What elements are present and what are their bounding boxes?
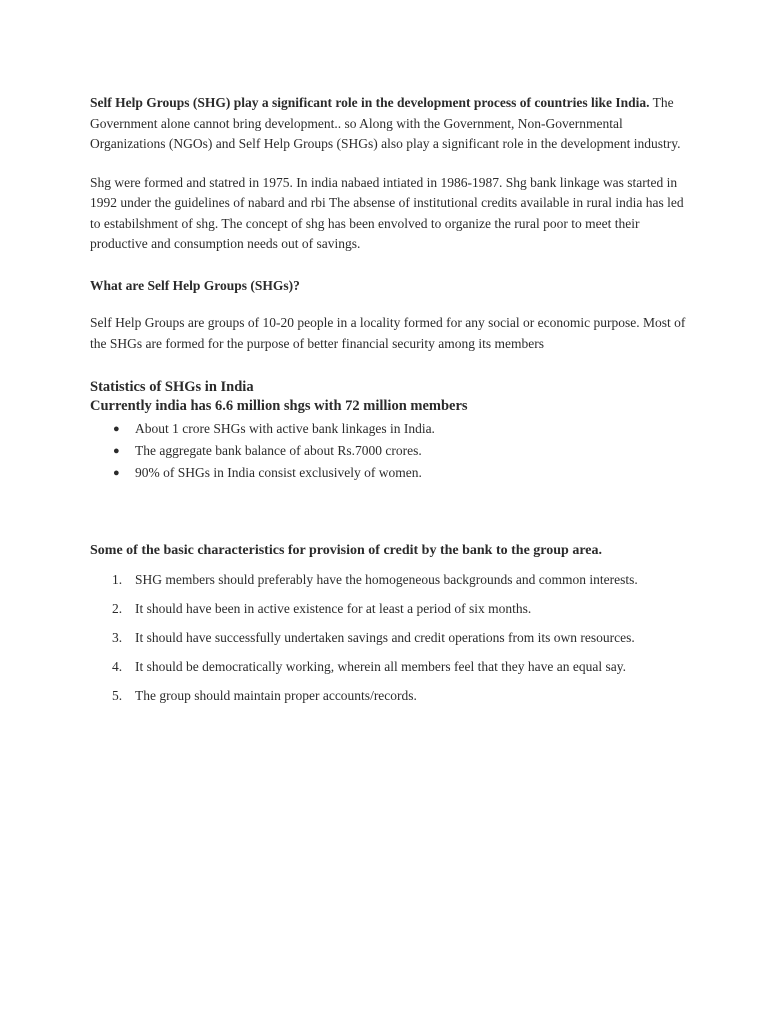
list-item-text: The group should maintain proper accounts/records. [135, 688, 417, 703]
list-item [90, 565, 690, 594]
list-number: 2. [112, 601, 123, 616]
bullet-icon: ● [113, 445, 120, 457]
list-number: 3. [112, 630, 123, 645]
list-item-text: It should have successfully undertaken savings and credit operations from its own resources. [135, 630, 635, 645]
intro-text: The Government alone cannot bring development.. so Along with the Government, Non-Governmental Organizations (NGOs) and Self Help Groups (SHGs) also play a significant role in the development industry. [90, 95, 681, 151]
what-paragraph: Self Help Groups are groups of 10-20 people in a locality formed for any social or economic purpose. Most of the SHGs are formed for the purpose of better financial security among its members [90, 315, 686, 351]
list-item [90, 652, 690, 681]
list-item-text: 90% of SHGs in India consist exclusively of women. [135, 465, 422, 480]
bullet-icon: ● [113, 467, 120, 479]
intro-bold-text: Self Help Groups (SHG) play a significant role in the development process of countries like India. [90, 95, 650, 110]
document-page [90, 93, 690, 710]
list-item [90, 594, 690, 623]
list-item-text: SHG members should preferably have the homogeneous backgrounds and common interests. [135, 572, 638, 587]
characteristics-heading: Some of the basic characteristics for provision of credit by the bank to the group area. [90, 543, 603, 558]
list-item [90, 440, 690, 462]
list-item [90, 418, 690, 440]
characteristics-list [90, 565, 690, 710]
stats-subtitle: Currently india has 6.6 million shgs with 72 million members [90, 398, 468, 414]
list-item [90, 462, 690, 484]
intro-paragraph [90, 93, 690, 155]
what-heading: What are Self Help Groups (SHGs)? [90, 277, 300, 293]
list-item [90, 623, 690, 652]
list-item-text: The aggregate bank balance of about Rs.7000 crores. [135, 443, 422, 458]
stats-title: Statistics of SHGs in India [90, 379, 254, 395]
list-item-text: It should be democratically working, wherein all members feel that they have an equal say. [135, 659, 626, 674]
list-number: 5. [112, 688, 123, 703]
bullet-icon: ● [113, 423, 120, 435]
list-number: 4. [112, 659, 123, 674]
list-number: 1. [112, 572, 123, 587]
list-item [90, 681, 690, 710]
stats-list [90, 418, 690, 484]
list-item-text: About 1 crore SHGs with active bank linkages in India. [135, 421, 435, 436]
list-item-text: It should have been in active existence for at least a period of six months. [135, 601, 532, 616]
history-paragraph: Shg were formed and statred in 1975. In india nabaed intiated in 1986-1987. Shg bank linkage was started in 1992 under the guidelines of nabard and rbi The absense of institutional credits available in rural india has led to estabilshment of shg. The concept of shg has been envolved to organize the rural poor to meet their productive and consumption needs out of savings. [90, 174, 684, 251]
